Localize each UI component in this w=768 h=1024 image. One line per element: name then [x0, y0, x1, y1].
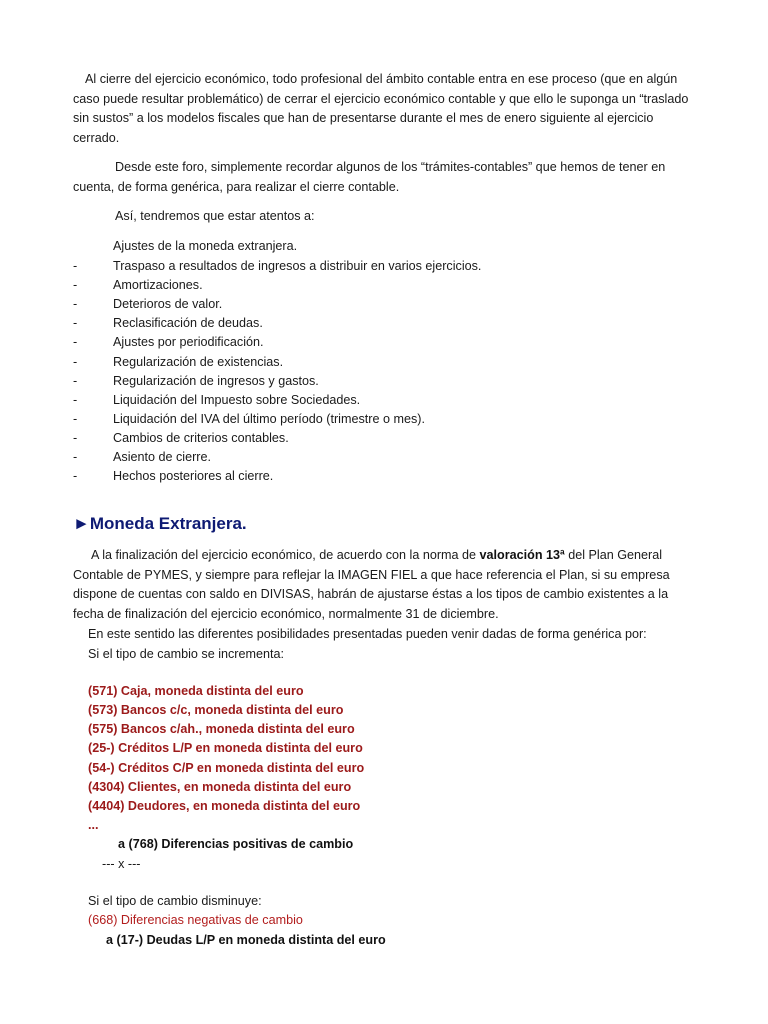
section-heading [73, 512, 247, 536]
section-title: Moneda Extranjera. [89, 514, 247, 533]
section-body [73, 546, 695, 624]
list-dash: - [73, 335, 78, 349]
sentido-line: En este sentido las diferentes posibilidades presentadas pueden venir dadas de forma genérica por: [88, 627, 647, 641]
list-item: Cambios de criterios contables. [113, 431, 289, 445]
body-bold-text: valoración 13ª [479, 548, 565, 562]
list-item: Ajustes por periodificación. [113, 335, 264, 349]
list-item: Ajustes de la moneda extranjera. [113, 239, 298, 253]
triangle-marker-icon: ► [73, 514, 90, 533]
list-dash: - [73, 278, 78, 292]
account-ellipsis: ... [88, 818, 99, 832]
account-line: (571) Caja, moneda distinta del euro [88, 684, 304, 698]
account-line: (573) Bancos c/c, moneda distinta del euro [88, 703, 344, 717]
list-item: Reclasificación de deudas. [113, 316, 263, 330]
disminuye-line: Si el tipo de cambio disminuye: [88, 894, 262, 908]
debit-line: (668) Diferencias negativas de cambio [88, 913, 303, 927]
list-item: Liquidación del Impuesto sobre Sociedades. [113, 393, 361, 407]
atentos-line: Así, tendremos que estar atentos a: [115, 209, 315, 223]
list-dash: - [73, 355, 78, 369]
list-dash: - [73, 259, 78, 273]
foro-paragraph: Desde este foro, simplemente recordar algunos de los “trámites-contables” que hemos de tener en cuenta, de forma genérica, para realizar el cierre contable. [73, 160, 666, 194]
intro-paragraph: Al cierre del ejercicio económico, todo profesional del ámbito contable entra en ese proceso (que en algún caso puede resultar problemático) de cerrar el ejercicio económico contable y que ello le suponga un “traslado sin sustos” a los modelos fiscales que han de presentarse durante el mes de enero siguiente al ejercicio cerrado. [73, 72, 689, 145]
list-item: Deterioros de valor. [113, 297, 223, 311]
list-item: Regularización de ingresos y gastos. [113, 374, 319, 388]
account-line: (4404) Deudores, en moneda distinta del euro [88, 799, 361, 813]
body-text: del Plan General Contable de PYMES, y siempre para reflejar la IMAGEN FIEL a que hace referencia el Plan, si su empresa dispone de cuentas con saldo en DIVISAS, habrán de ajustarse éstas a los tipos de cambio existentes a la fecha de finalización del ejercicio económico, normalmente 31 de diciembre. [73, 548, 670, 621]
list-item: Asiento de cierre. [113, 450, 212, 464]
account-line: (4304) Clientes, en moneda distinta del euro [88, 780, 352, 794]
list-dash: - [73, 316, 78, 330]
list-item: Traspaso a resultados de ingresos a distribuir en varios ejercicios. [113, 259, 482, 273]
incrementa-line: Si el tipo de cambio se incrementa: [88, 647, 285, 661]
list-item: Hechos posteriores al cierre. [113, 469, 274, 483]
account-line: (54-) Créditos C/P en moneda distinta del euro [88, 761, 365, 775]
list-item: Amortizaciones. [113, 278, 203, 292]
list-dash: - [73, 374, 78, 388]
list-dash: - [73, 297, 78, 311]
list-dash: - [73, 431, 78, 445]
list-item: Liquidación del IVA del último período (trimestre o mes). [113, 412, 425, 426]
account-line: (25-) Créditos L/P en moneda distinta del euro [88, 741, 363, 755]
body-text: A la finalización del ejercicio económico, de acuerdo con la norma de [91, 548, 480, 562]
list-dash: - [73, 469, 78, 483]
list-dash: - [73, 412, 78, 426]
credit-line: a (17-) Deudas L/P en moneda distinta del euro [106, 933, 386, 947]
list-dash: - [73, 393, 78, 407]
entry-separator: --- x --- [102, 857, 141, 871]
list-dash: - [73, 450, 78, 464]
account-line: (575) Bancos c/ah., moneda distinta del euro [88, 722, 355, 736]
list-item: Regularización de existencias. [113, 355, 284, 369]
credit-line: a (768) Diferencias positivas de cambio [118, 837, 354, 851]
